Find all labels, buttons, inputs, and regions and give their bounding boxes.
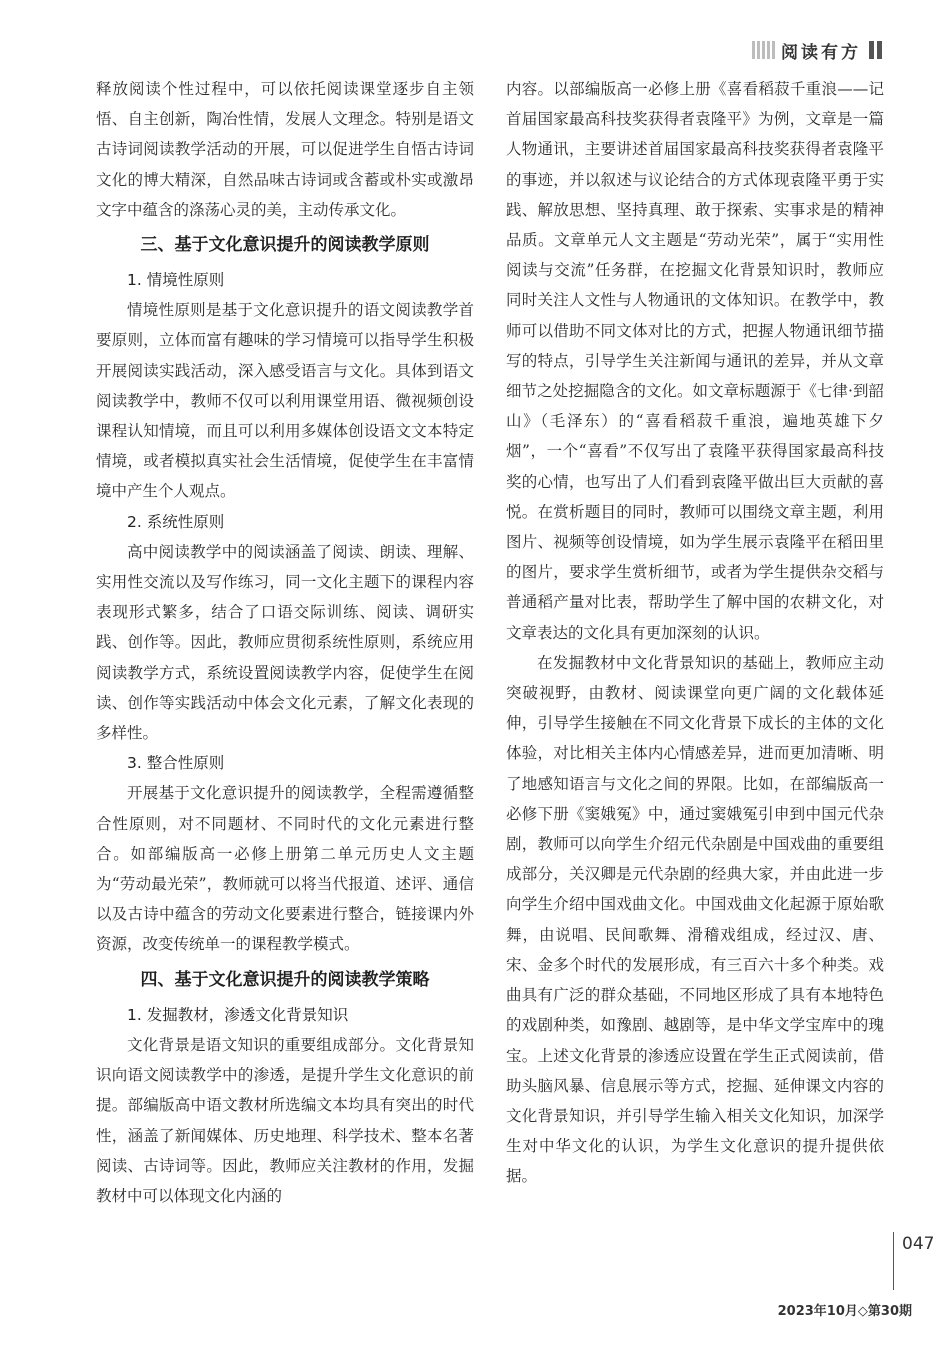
- issue-label: 2023年10月◇第30期: [777, 1304, 912, 1319]
- paragraph-4-1: 文化背景是语文知识的重要组成部分。文化背景知识向语文阅读教学中的渗透，是提升学生文化意识的前提。部编版高中语文教材所选编文本均具有突出的时代性，涵盖了新闻媒体、历史地理、科学技术、整本名著阅读、古诗词等。因此，教师应关注教材的作用，发掘教材中可以体现文化内涵的: [96, 1035, 474, 1205]
- paragraph-continuation: 内容。以部编版高一必修上册《喜看稻菽千重浪——记首届国家最高科技奖获得者袁隆平》为例，文章是一篇人物通讯，主要讲述首届国家最高科技奖获得者袁隆平的事迹，并以叙述与议论结合的方式体现袁隆平勇于实践、解放思想、坚持真理、敢于探索、实事求是的精神品质。文章单元人文主题是“劳动光荣”，属于“实用性阅读与交流”任务群，在挖掘文化背景知识时，教师应同时关注人文性与人物通讯的文体知识。在教学中，教师可以借助不同文体对比的方式，把握人物通讯细节描写的特点，引导学生关注新闻与通讯的差异，并从文章细节之处挖掘隐含的文化。如文章标题源于《七律·到韶山》（毛泽东）的“喜看稻菽千重浪，遍地英雄下夕烟”，一个“喜看”不仅写出了袁隆平获得国家最高科技奖的心情，也写出了人们看到袁隆平做出巨大贡献的喜悦。在赏析题目的同时，教师可以围绕文章主题，利用图片、视频等创设情境，如为学生展示袁隆平在稻田里的图片，要求学生赏析细节，或者为学生提供杂交稻与普通稻产量对比表，帮助学生了解中国的农耕文化，对文章表达的文化具有更加深刻的认识。: [506, 80, 884, 642]
- paragraph-intro: 释放阅读个性过程中，可以依托阅读课堂逐步自主领悟、自主创新，陶冶性情，发展人文理念。特别是语文古诗词阅读教学活动的开展，可以促进学生自悟古诗词文化的博大精深，自然品味古诗词或含蓄或朴实或激昂文字中蕴含的涤荡心灵的美，主动传承文化。: [96, 80, 474, 219]
- header-end-bars-decoration: [869, 41, 882, 59]
- paragraph-3-2: 高中阅读教学中的阅读涵盖了阅读、朗读、理解、实用性交流以及写作练习，同一文化主题下的课程内容表现形式繁多，结合了口语交际训练、阅读、调研实践、创作等。因此，教师应贯彻系统性原则，系统应用阅读教学方式，系统设置阅读教学内容，促使学生在阅读、创作等实践活动中体会文化元素，了解文化表现的多样性。: [96, 542, 474, 743]
- paragraph-3-1: 情境性原则是基于文化意识提升的语文阅读教学首要原则，立体而富有趣味的学习情境可以指导学生积极开展阅读实践活动，深入感受语言与文化。具体到语文阅读教学中，教师不仅可以利用课堂用语、微视频创设课程认知情境，而且可以利用多媒体创设语文文本特定情境，或者模拟真实社会生活情境，促使学生在丰富情境中产生个人观点。: [96, 301, 474, 501]
- heading-section-4: 四、基于文化意识提升的阅读教学策略: [140, 969, 430, 990]
- heading-section-3: 三、基于文化意识提升的阅读教学原则: [140, 235, 430, 256]
- subheading-3-1: 1. 情境性原则: [127, 271, 225, 290]
- right-column: [506, 74, 884, 1192]
- page-number: 047: [902, 1234, 935, 1254]
- running-header: [752, 38, 882, 62]
- paragraph-3-3: 开展基于文化意识提升的阅读教学，全程需遵循整合性原则，对不同题材、不同时代的文化元素进行整合。如部编版高一必修上册第二单元历史人文主题为“劳动最光荣”，教师就可以将当代报道、述评、通信以及古诗中蕴含的劳动文化要素进行整合，链接课内外资源，改变传统单一的课程教学模式。: [96, 784, 474, 954]
- section-title: 阅读有方: [781, 42, 861, 63]
- left-column: [96, 74, 474, 1211]
- subheading-4-1: 1. 发掘教材，渗透文化背景知识: [127, 1005, 349, 1024]
- subheading-3-2: 2. 系统性原则: [127, 512, 225, 531]
- footer-divider: [893, 1232, 894, 1290]
- header-bars-decoration: [752, 41, 775, 59]
- paragraph-second: 在发掘教材中文化背景知识的基础上，教师应主动突破视野，由教材、阅读课堂向更广阔的文化载体延伸，引导学生接触在不同文化背景下成长的主体的文化体验，对比相关主体内心情感差异，进而更加清晰、明了地感知语言与文化之间的界限。比如，在部编版高一必修下册《窦娥冤》中，通过窦娥冤引申到中国元代杂剧，教师可以向学生介绍元代杂剧是中国戏曲的重要组成部分，关汉卿是元代杂剧的经典大家，并由此进一步向学生介绍中国戏曲文化。中国戏曲文化起源于原始歌舞，由说唱、民间歌舞、滑稽戏组成，经过汉、唐、宋、金多个时代的发展形成，有三百六十多个种类。戏曲具有广泛的群众基础，不同地区形成了具有本地特色的戏剧种类，如豫剧、越剧等，是中华文学宝库中的瑰宝。上述文化背景的渗透应设置在学生正式阅读前，借助头脑风暴、信息展示等方式，挖掘、延伸课文内容的文化背景知识，并引导学生输入相关文化知识，加深学生对中华文化的认识，为学生文化意识的提升提供依据。: [506, 653, 884, 1186]
- subheading-3-3: 3. 整合性原则: [127, 754, 225, 773]
